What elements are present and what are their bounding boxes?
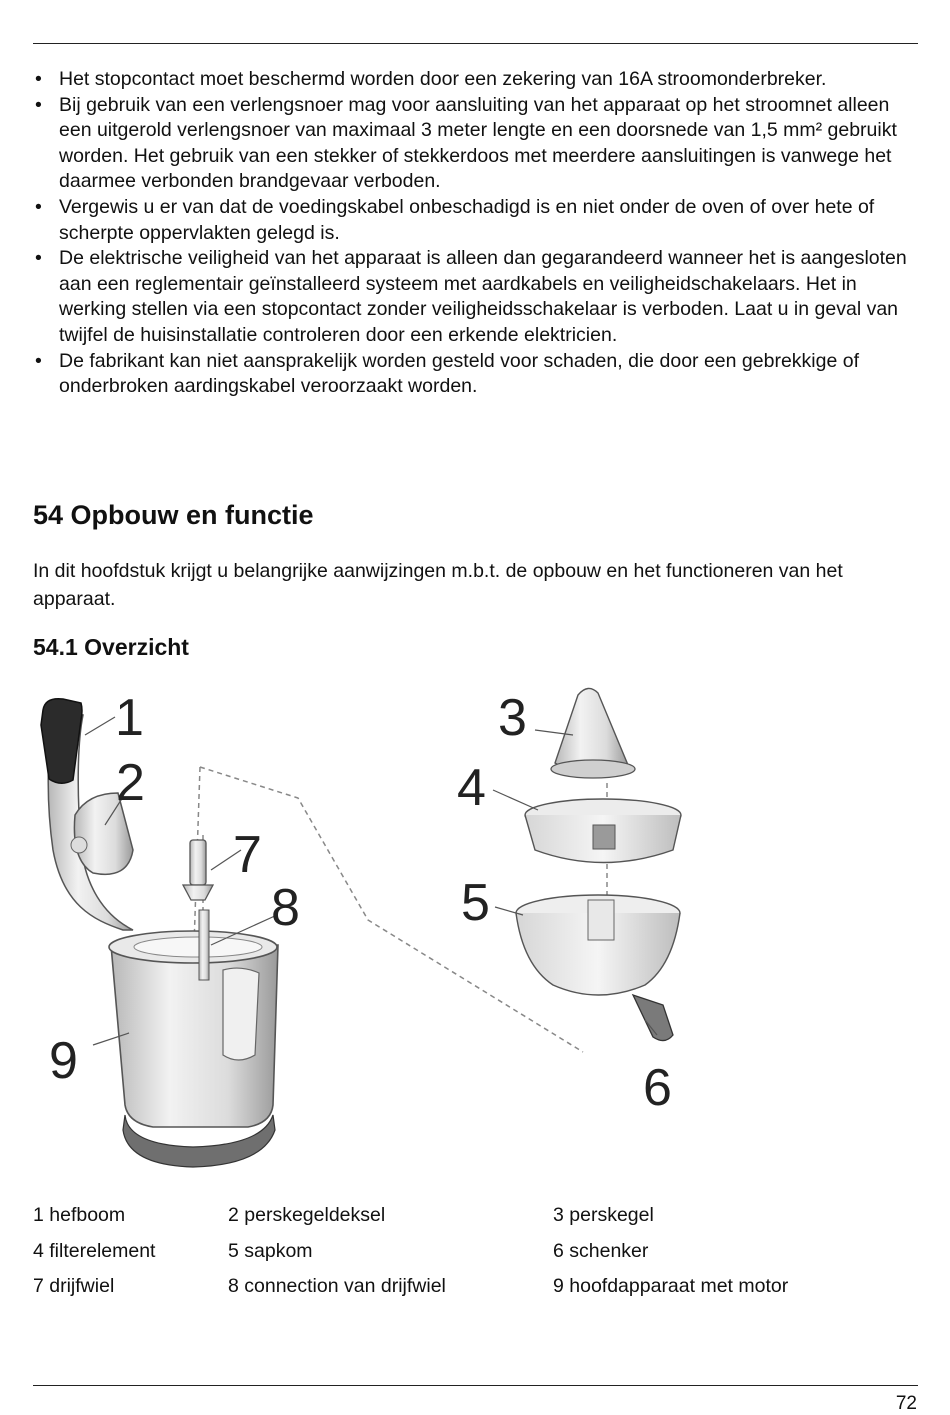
bullet-symbol: • [35,195,42,218]
bullet-symbol: • [35,247,42,270]
section-intro: In dit hoofdstuk krijgt u belangrijke aanwijzingen m.b.t. de opbouw en het functioneren van het apparaat. [33,560,843,610]
drive-shaft-part [183,840,213,900]
bullet-item [33,195,918,246]
part-label: 7 drijfwiel [33,1275,115,1297]
part-label: 8 connection van drijfwiel [228,1275,446,1297]
bullet-symbol: • [35,93,42,116]
part-label: 3 perskegel [553,1204,654,1226]
figure-label-3: 3 [498,689,527,747]
bullet-text: Het stopcontact moet beschermd worden door een zekering van 16A stroomonderbreker. [59,68,827,90]
part-label: 9 hoofdapparaat met motor [553,1275,789,1297]
main-body-part [109,910,278,1167]
page-number: 72 [895,1393,917,1414]
juicer-exploded-diagram [33,675,693,1200]
subsection-title: 54.1 Overzicht [33,634,189,660]
part-label: 1 hefboom [33,1204,126,1226]
bullet-text: Vergewis u er van dat de voedingskabel onbeschadigd is en niet onder de oven of over hete of scherpte oppervlakten gelegd is. [59,195,875,244]
footer-rule [33,1385,918,1386]
part-label: 5 sapkom [228,1240,313,1262]
bullet-text: Bij gebruik van een verlengsnoer mag voor aansluiting van het apparaat op het stroomnet alleen een uitgerold verlengsnoer van maximaal 3 meter lengte en een doorsnede van 1,5 mm² gebruikt worden. Het gebruik van een stekker of stekkerdoos met meerdere aansluitingen is vanwege het daarmee verbonden brandgevaar verboden. [59,93,897,193]
filter-element-part [525,799,681,863]
juice-bowl-part [516,895,680,995]
figure-label-9: 9 [49,1032,78,1090]
safety-bullet-list [33,67,918,400]
part-label: 6 schenker [553,1240,649,1262]
figure-label-6: 6 [643,1059,672,1117]
bullet-text: De elektrische veiligheid van het apparaat is alleen dan gegarandeerd wanneer het is aangesloten aan een reglementair geïnstalleerd systeem met aardkabels en veiligheidschakelaars. Het in werking stellen via een stopcontact zonder veiligheidsschakelaar is verboden. Laat u in geval van twijfel de huisinstallatie controleren door een erkende elektricien. [59,247,907,346]
section-title: 54 Opbouw en functie [33,500,314,530]
figure-label-5: 5 [461,874,490,932]
bullet-symbol: • [35,349,42,372]
figure-label-2: 2 [116,754,145,812]
part-label: 4 filterelement [33,1240,156,1262]
bullet-item [33,67,918,93]
figure-label-1: 1 [115,689,144,747]
spout-part [633,995,673,1041]
figure-label-8: 8 [271,879,300,937]
bullet-text: De fabrikant kan niet aansprakelijk worden gesteld voor schaden, die door een gebrekkige of onderbroken aardingskabel veroorzaakt worden. [59,349,859,398]
figure-label-7: 7 [233,826,262,884]
bullet-item [33,93,918,195]
bullet-symbol: • [35,68,42,90]
bullet-item [33,246,918,348]
part-label: 2 perskegeldeksel [228,1204,386,1226]
figure-label-4: 4 [457,759,486,817]
bullet-item [33,349,918,400]
header-rule [33,43,918,44]
